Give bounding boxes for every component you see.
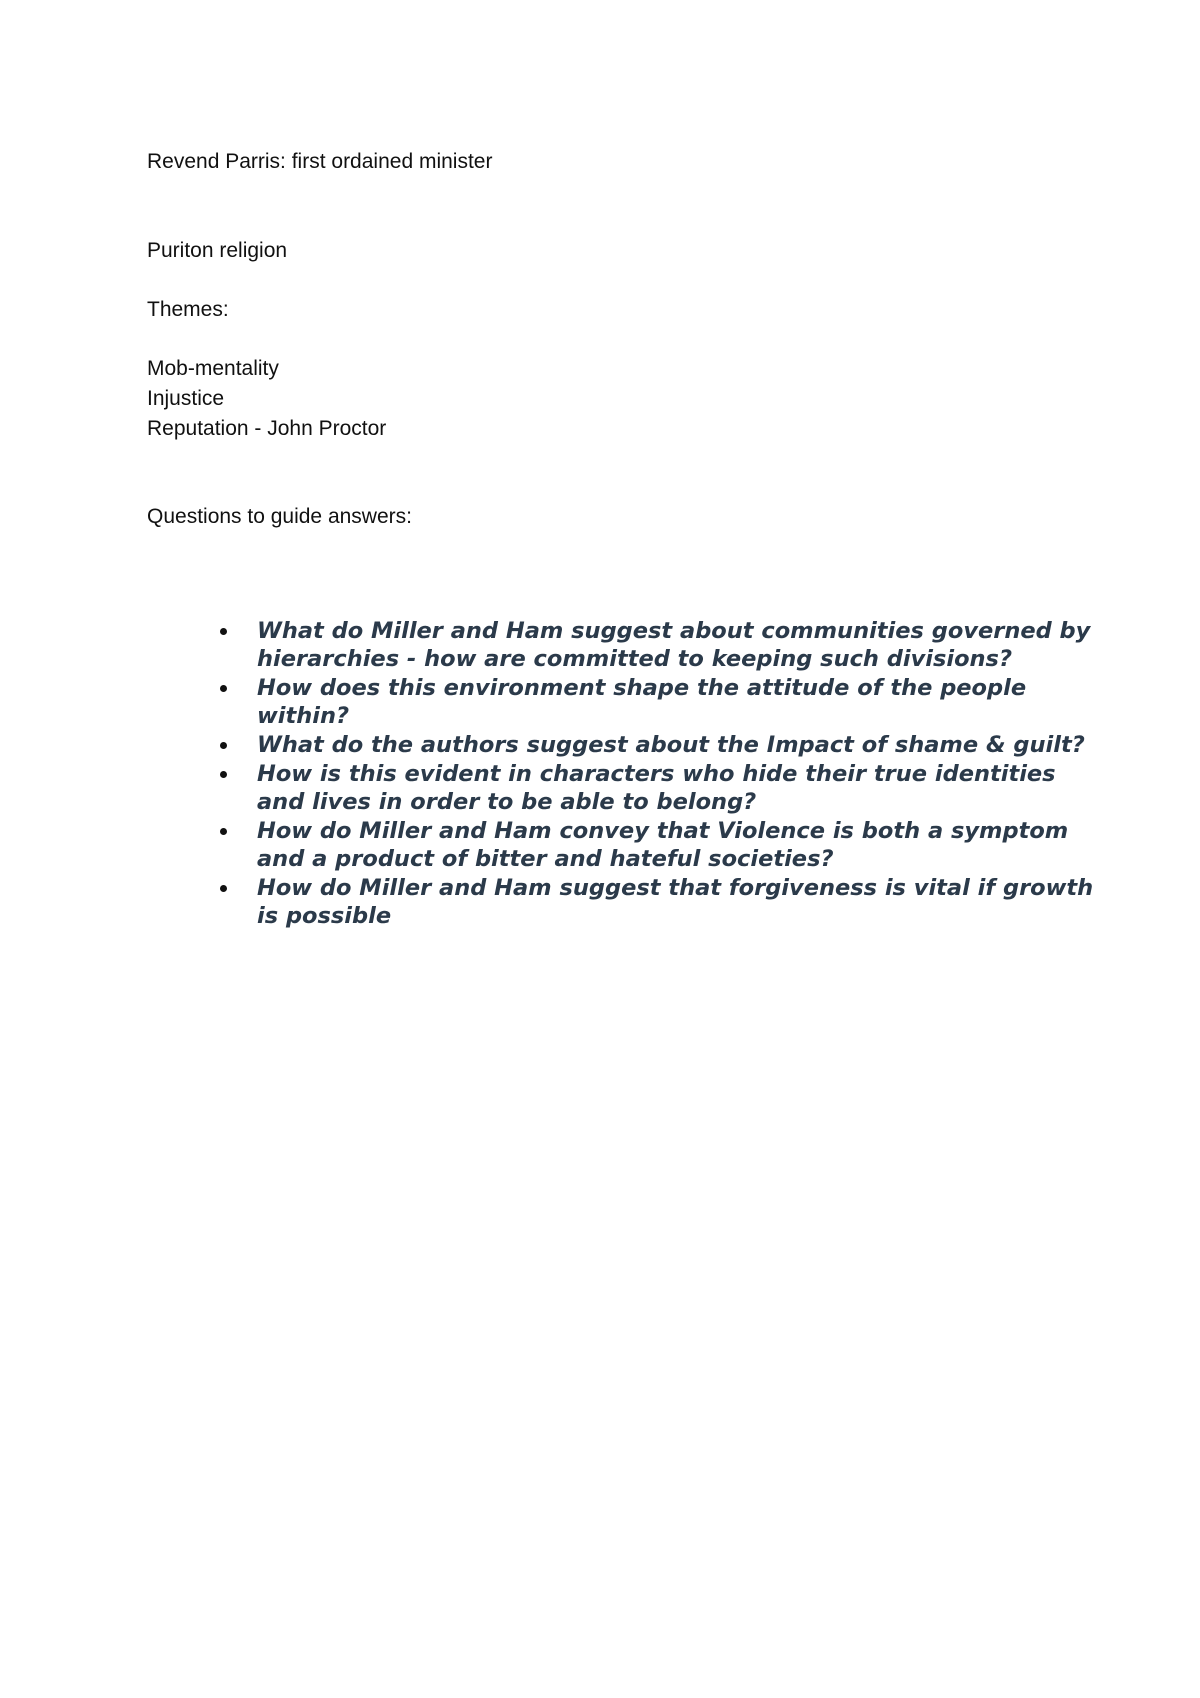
question-text: What do Miller and Ham suggest about communities governed by hierarchies - how are committed to keeping such divisions? bbox=[257, 618, 1091, 672]
list-item bbox=[210, 874, 1110, 930]
questions-heading: Questions to guide answers: bbox=[147, 505, 412, 528]
themes-heading: Themes: bbox=[147, 298, 229, 321]
religion-note: Puriton religion bbox=[147, 239, 288, 262]
list-item bbox=[210, 617, 1110, 673]
guide-questions-list bbox=[210, 617, 1110, 930]
question-text: What do the authors suggest about the Impact of shame & guilt? bbox=[257, 732, 1085, 758]
theme-item: Mob-mentality bbox=[147, 357, 279, 380]
bullet-icon bbox=[220, 628, 227, 635]
bullet-icon bbox=[220, 685, 227, 692]
list-item bbox=[210, 674, 1110, 730]
list-item bbox=[210, 817, 1110, 873]
question-text: How is this evident in characters who hide their true identities and lives in order to be able to belong? bbox=[257, 761, 1056, 815]
bullet-icon bbox=[220, 771, 227, 778]
list-item bbox=[210, 760, 1110, 816]
question-text: How do Miller and Ham suggest that forgiveness is vital if growth is possible bbox=[257, 875, 1094, 929]
bullet-icon bbox=[220, 828, 227, 835]
question-text: How do Miller and Ham convey that Violence is both a symptom and a product of bitter and hateful societies? bbox=[257, 818, 1069, 872]
list-item bbox=[210, 731, 1110, 759]
theme-item: Injustice bbox=[147, 387, 225, 410]
bullet-icon bbox=[220, 742, 227, 749]
minister-note: Revend Parris: first ordained minister bbox=[147, 150, 493, 173]
theme-item: Reputation - John Proctor bbox=[147, 417, 387, 440]
question-text: How does this environment shape the attitude of the people within? bbox=[257, 675, 1027, 729]
bullet-icon bbox=[220, 885, 227, 892]
